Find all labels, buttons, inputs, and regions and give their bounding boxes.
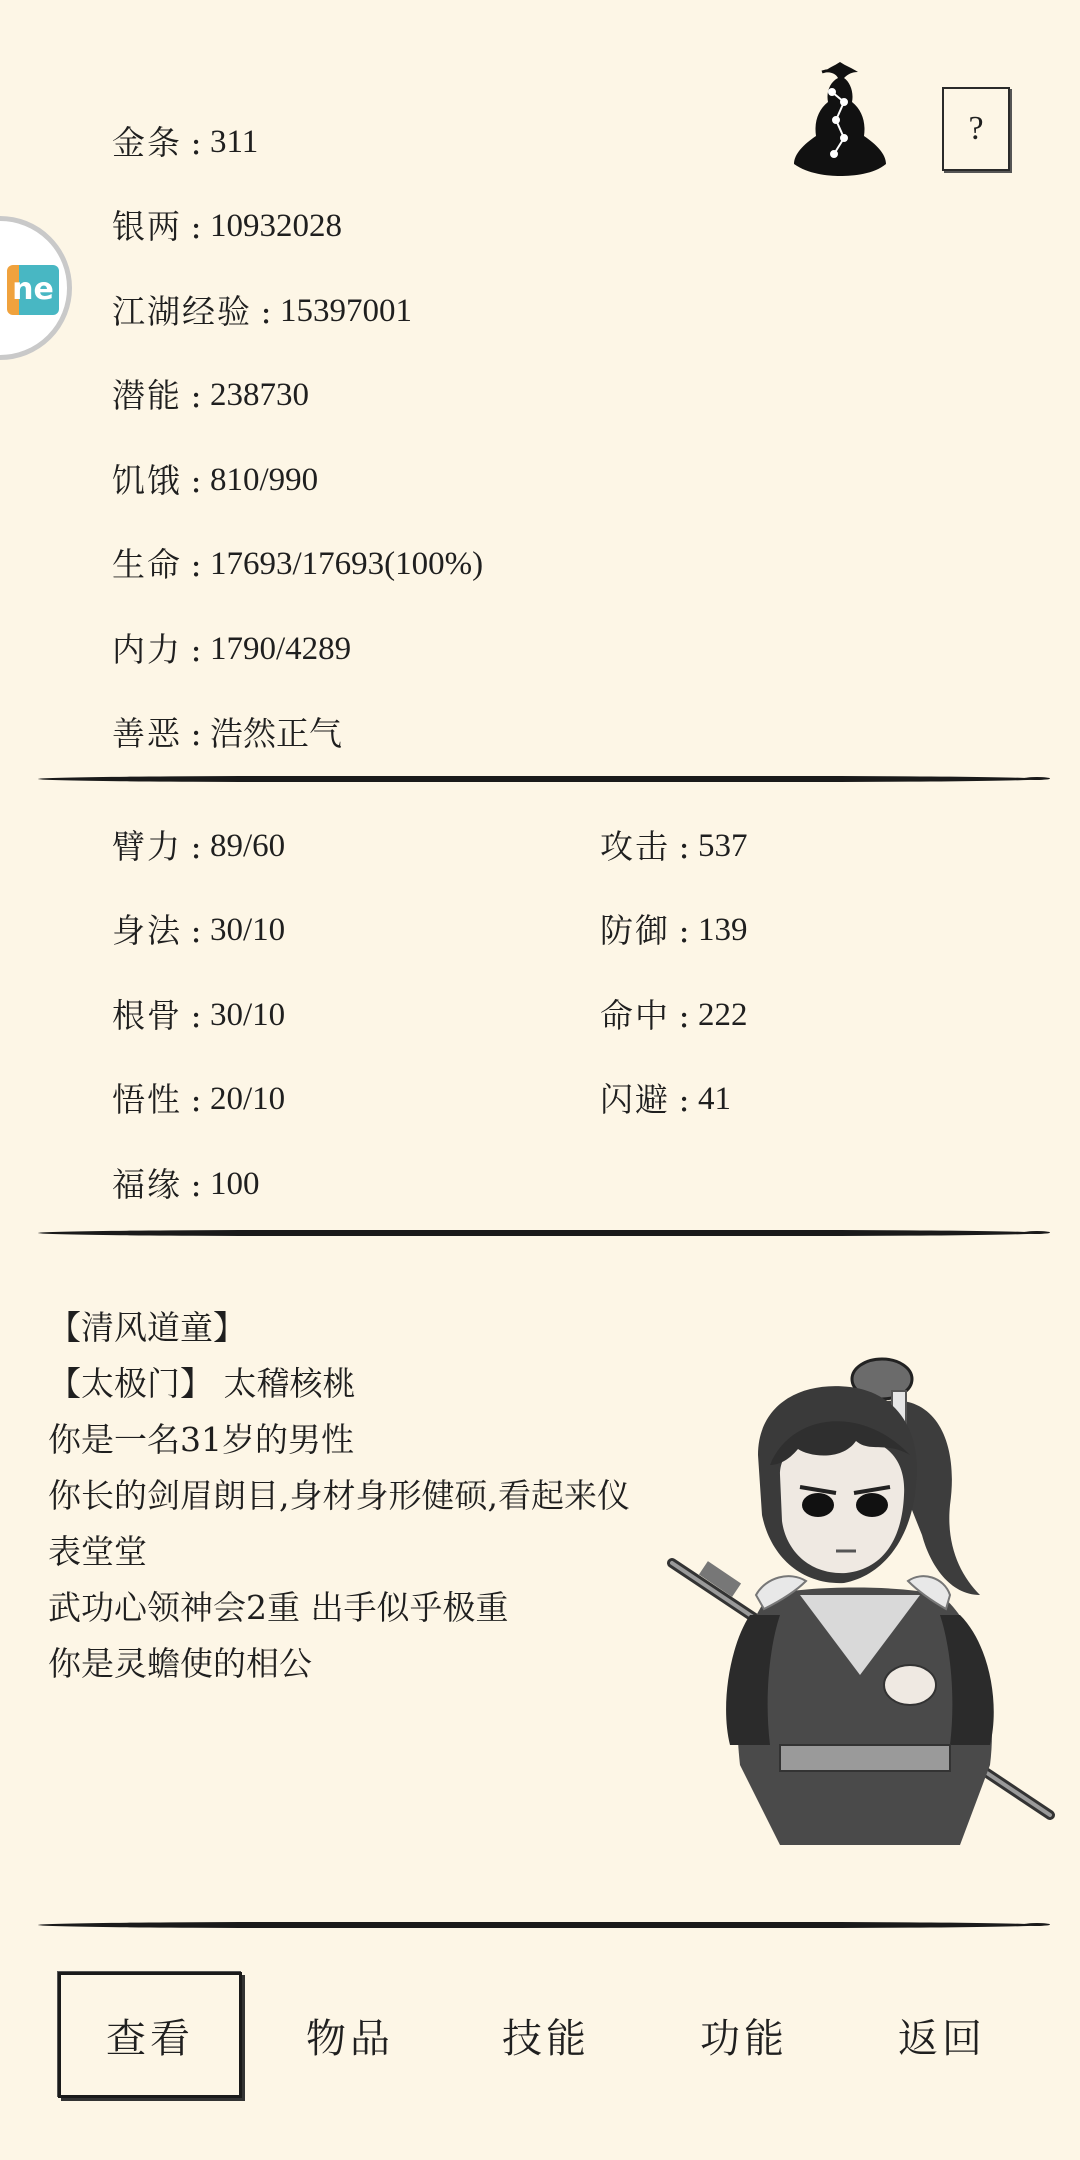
- stat-colon: :: [190, 376, 202, 416]
- nav-view-button[interactable]: [58, 1972, 242, 2098]
- nav-skills-button[interactable]: [454, 1972, 638, 2098]
- stat-colon: :: [190, 629, 202, 669]
- attr-label: 闪避: [600, 1080, 670, 1120]
- stat-label: 银两: [112, 207, 182, 247]
- stat-exp: [112, 269, 812, 354]
- stat-colon: :: [190, 1164, 202, 1204]
- stat-hunger: [112, 438, 812, 523]
- stat-colon: :: [190, 1080, 202, 1120]
- stat-colon: :: [190, 911, 202, 951]
- stat-colon: :: [190, 995, 202, 1035]
- stat-morality: [112, 692, 812, 777]
- character-description: [48, 1300, 688, 1692]
- attr-label: 防御: [600, 911, 670, 951]
- stat-label: 潜能: [112, 376, 182, 416]
- stat-colon: :: [190, 714, 202, 754]
- attr-strength: [112, 804, 285, 889]
- nav-view-label: 查看: [106, 2015, 194, 2062]
- stat-value: 浩然正气: [210, 714, 342, 754]
- stat-label: 饥饿: [112, 460, 182, 500]
- attr-value: 20/10: [210, 1081, 286, 1118]
- stat-colon: :: [190, 207, 202, 247]
- attr-value: 30/10: [210, 996, 286, 1033]
- nav-functions-button[interactable]: [652, 1972, 836, 2098]
- attr-value: 100: [210, 1165, 260, 1202]
- attr-label: 悟性: [112, 1080, 182, 1120]
- stat-colon: :: [678, 1080, 690, 1120]
- stat-value: 1790/4289: [210, 630, 352, 667]
- character-skill: 武功心领神会2重 出手似乎极重: [48, 1588, 509, 1627]
- attr-label: 福缘: [112, 1164, 182, 1204]
- attr-value: 89/60: [210, 827, 286, 864]
- character-title: 【清风道童】: [48, 1308, 246, 1347]
- attributes-right: [600, 804, 748, 1142]
- stat-value: 238730: [210, 377, 309, 414]
- attr-value: 222: [698, 996, 748, 1033]
- nav-functions-label: 功能: [700, 2015, 788, 2062]
- stat-value: 10932028: [210, 208, 342, 245]
- stat-colon: :: [678, 995, 690, 1035]
- attr-value: 537: [698, 827, 748, 864]
- character-looks: 你长的剑眉朗目,身材身形健硕,看起来仪表堂堂: [48, 1476, 630, 1571]
- bottom-nav: [0, 1972, 1080, 2102]
- attr-value: 41: [698, 1081, 731, 1118]
- stat-silver: [112, 185, 812, 270]
- nav-items-label: 物品: [306, 2015, 394, 2062]
- player-stats: [112, 100, 812, 776]
- attr-defense: [600, 889, 748, 974]
- section-divider: [38, 1922, 1042, 1928]
- stat-value: 311: [210, 123, 259, 160]
- nav-items-button[interactable]: [258, 1972, 442, 2098]
- attr-label: 命中: [600, 995, 670, 1035]
- help-button[interactable]: [942, 87, 1010, 171]
- stat-neili: [112, 607, 812, 692]
- stat-life: [112, 523, 812, 608]
- section-divider: [38, 776, 1042, 782]
- stat-colon: :: [678, 911, 690, 951]
- attr-dodge: [600, 1058, 748, 1143]
- nav-skills-label: 技能: [502, 2015, 590, 2062]
- attr-value: 139: [698, 912, 748, 949]
- stat-colon: :: [190, 122, 202, 162]
- attr-agility: [112, 889, 285, 974]
- stat-label: 生命: [112, 545, 182, 585]
- nav-back-button[interactable]: [850, 1972, 1034, 2098]
- attr-label: 根骨: [112, 995, 182, 1035]
- stat-label: 金条: [112, 122, 182, 162]
- attr-label: 臂力: [112, 826, 182, 866]
- attr-label: 攻击: [600, 826, 670, 866]
- attr-constitution: [112, 973, 285, 1058]
- stat-label: 江湖经验: [112, 291, 252, 331]
- stat-colon: :: [190, 545, 202, 585]
- question-icon: ?: [968, 110, 984, 147]
- stat-potential: [112, 354, 812, 439]
- stat-colon: :: [190, 460, 202, 500]
- stat-value: 810/990: [210, 461, 319, 498]
- attr-accuracy: [600, 973, 748, 1058]
- character-portrait: [660, 1345, 1060, 1865]
- attr-attack: [600, 804, 748, 889]
- attr-fortune: [112, 1142, 285, 1227]
- section-divider: [38, 1230, 1042, 1236]
- character-sect: 【太极门】 太稽核桃: [48, 1364, 356, 1403]
- attr-intellect: [112, 1058, 285, 1143]
- floating-assistant-icon: ne: [7, 265, 59, 315]
- stat-label: 内力: [112, 629, 182, 669]
- stat-label: 善恶: [112, 714, 182, 754]
- stat-colon: :: [190, 826, 202, 866]
- attr-label: 身法: [112, 911, 182, 951]
- character-age: 你是一名31岁的男性: [48, 1420, 354, 1459]
- stat-value: 15397001: [280, 292, 412, 329]
- stat-value: 17693/17693(100%): [210, 546, 484, 583]
- stat-colon: :: [678, 826, 690, 866]
- stat-gold: [112, 100, 812, 185]
- stat-colon: :: [260, 291, 272, 331]
- floating-assistant-button[interactable]: [0, 216, 72, 360]
- character-spouse: 你是灵蟾使的相公: [48, 1644, 312, 1683]
- attr-value: 30/10: [210, 912, 286, 949]
- nav-back-label: 返回: [898, 2015, 986, 2062]
- attributes-left: [112, 804, 285, 1227]
